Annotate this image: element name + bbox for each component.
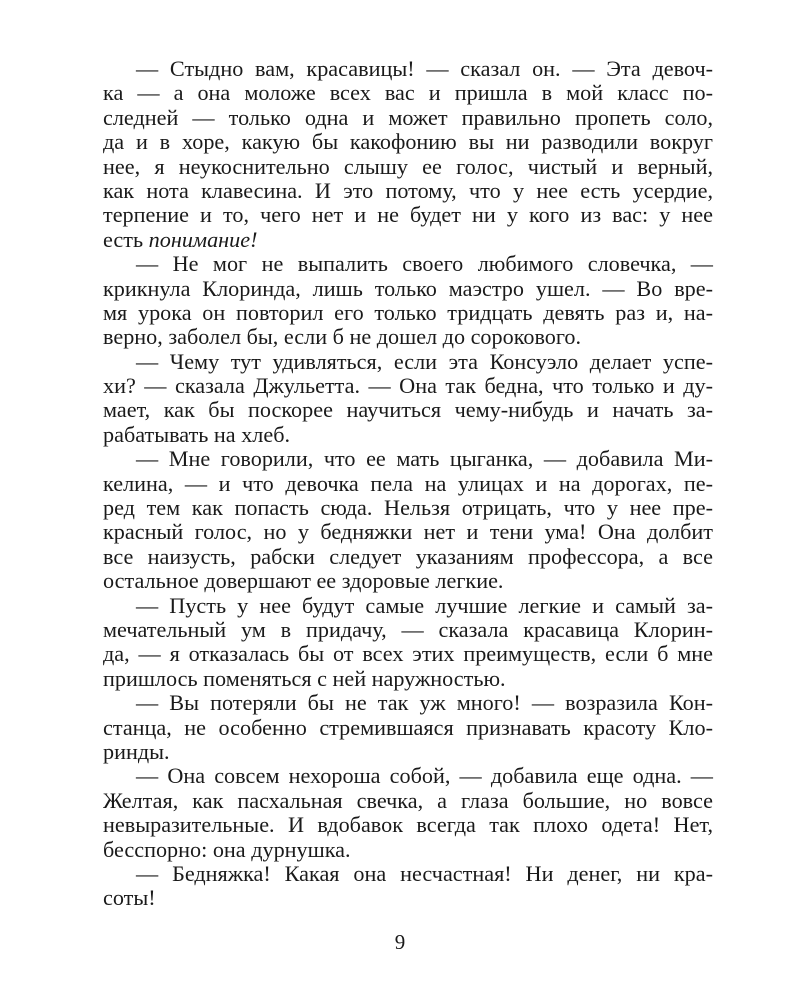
text-line <box>103 862 713 886</box>
text-segment: станца, не особенно стремившаяся признавать красоту Кло- <box>103 714 713 740</box>
text-segment: ред тем как попасть сюда. Нельзя отрицать, что у нее пре- <box>103 495 713 521</box>
text-segment: мя урока он повторил его только тридцать девять раз и, на- <box>103 299 713 325</box>
paragraph <box>103 764 713 862</box>
text-line <box>103 447 713 471</box>
text-segment: — Мне говорили, что ее мать цыганка, — добавила Ми- <box>136 446 713 472</box>
text-line <box>103 740 713 764</box>
paragraph <box>103 252 713 350</box>
text-segment: все наизусть, рабски следует указаниям профессора, а все <box>103 543 713 569</box>
text-segment: остальное довершают ее здоровые легкие. <box>103 568 504 594</box>
book-page-text <box>103 57 713 911</box>
text-segment: крикнула Клоринда, лишь только маэстро ушел. — Во вре- <box>103 275 713 301</box>
italic-emphasis: понимание! <box>148 226 258 252</box>
text-line <box>103 594 713 618</box>
text-segment: да и в хоре, какую бы какофонию вы ни разводили вокруг <box>103 129 713 155</box>
text-segment: — Она совсем нехороша собой, — добавила еще одна. — <box>136 763 713 789</box>
paragraph <box>103 862 713 911</box>
text-segment: — Стыдно вам, красавицы! — сказал он. — Эта девоч- <box>136 56 713 81</box>
text-line <box>103 398 713 422</box>
text-segment: рабатывать на хлеб. <box>103 421 291 447</box>
text-segment: — Вы потеряли бы не так уж много! — возразила Кон- <box>136 690 713 716</box>
text-line <box>103 642 713 666</box>
text-segment: — Пусть у нее будут самые лучшие легкие и самый за- <box>136 592 713 618</box>
text-segment: ка — а она моложе всех вас и пришла в мой класс по- <box>103 80 713 106</box>
text-line <box>103 838 713 862</box>
text-segment: — Бедняжка! Какая она несчастная! Ни денег, ни кра- <box>136 860 713 886</box>
text-segment: хи? — сказала Джульетта. — Она так бедна, что только и ду- <box>103 373 713 399</box>
text-line <box>103 301 713 325</box>
text-segment: — Чему тут удивляться, если эта Консуэло делает успе- <box>136 348 713 374</box>
paragraph <box>103 594 713 692</box>
text-line <box>103 813 713 837</box>
text-segment: нее, я неукоснительно слышу ее голос, чистый и верный, <box>103 153 713 179</box>
text-segment: пришлось поменяться с ней наружностью. <box>103 665 506 691</box>
text-line <box>103 81 713 105</box>
text-line <box>103 423 713 447</box>
text-line <box>103 764 713 788</box>
text-segment: Желтая, как пасхальная свечка, а глаза большие, но вовсе <box>103 787 713 813</box>
text-line <box>103 520 713 544</box>
page-number: 9 <box>394 930 406 954</box>
text-segment: да, — я отказалась бы от всех этих преимуществ, если б мне <box>103 641 713 667</box>
text-line <box>103 618 713 642</box>
text-line <box>103 691 713 715</box>
text-segment: невыразительные. И вдобавок всегда так плохо одета! Нет, <box>103 812 713 838</box>
text-segment: красный голос, но у бедняжки нет и тени ума! Она долбит <box>103 519 713 545</box>
text-segment: следней — только одна и может правильно пропеть соло, <box>103 104 713 130</box>
text-line <box>103 203 713 227</box>
text-line <box>103 130 713 154</box>
text-line <box>103 179 713 203</box>
text-segment: келина, — и что девочка пела на улицах и на дорогах, пе- <box>103 470 713 496</box>
text-line <box>103 106 713 130</box>
text-line <box>103 545 713 569</box>
paragraph <box>103 691 713 764</box>
text-line <box>103 716 713 740</box>
paragraph <box>103 350 713 448</box>
text-segment: ринды. <box>103 738 170 764</box>
paragraph <box>103 57 713 252</box>
text-line <box>103 667 713 691</box>
text-line <box>103 228 713 252</box>
text-segment: соты! <box>103 885 156 911</box>
text-segment: верно, заболел бы, если б не дошел до сорокового. <box>103 324 582 350</box>
text-segment: есть <box>103 226 149 252</box>
text-line <box>103 155 713 179</box>
text-line <box>103 325 713 349</box>
text-line <box>103 496 713 520</box>
text-line <box>103 789 713 813</box>
text-line <box>103 374 713 398</box>
text-line <box>103 886 713 910</box>
text-segment: бесспорно: она дурнушка. <box>103 836 351 862</box>
text-segment: мает, как бы поскорее научиться чему-нибудь и начать за- <box>103 397 713 423</box>
text-segment: — Не мог не выпалить своего любимого словечка, — <box>136 251 713 277</box>
text-line <box>103 569 713 593</box>
text-line <box>103 277 713 301</box>
text-segment: как нота клавесина. И это потому, что у нее есть усердие, <box>103 177 713 203</box>
paragraph <box>103 447 713 593</box>
text-segment: мечательный ум в придачу, — сказала красавица Клорин- <box>103 616 713 642</box>
text-line <box>103 472 713 496</box>
text-line <box>103 252 713 276</box>
text-line <box>103 57 713 81</box>
text-segment: терпение и то, чего нет и не будет ни у кого из вас: у нее <box>103 202 713 228</box>
text-line <box>103 350 713 374</box>
